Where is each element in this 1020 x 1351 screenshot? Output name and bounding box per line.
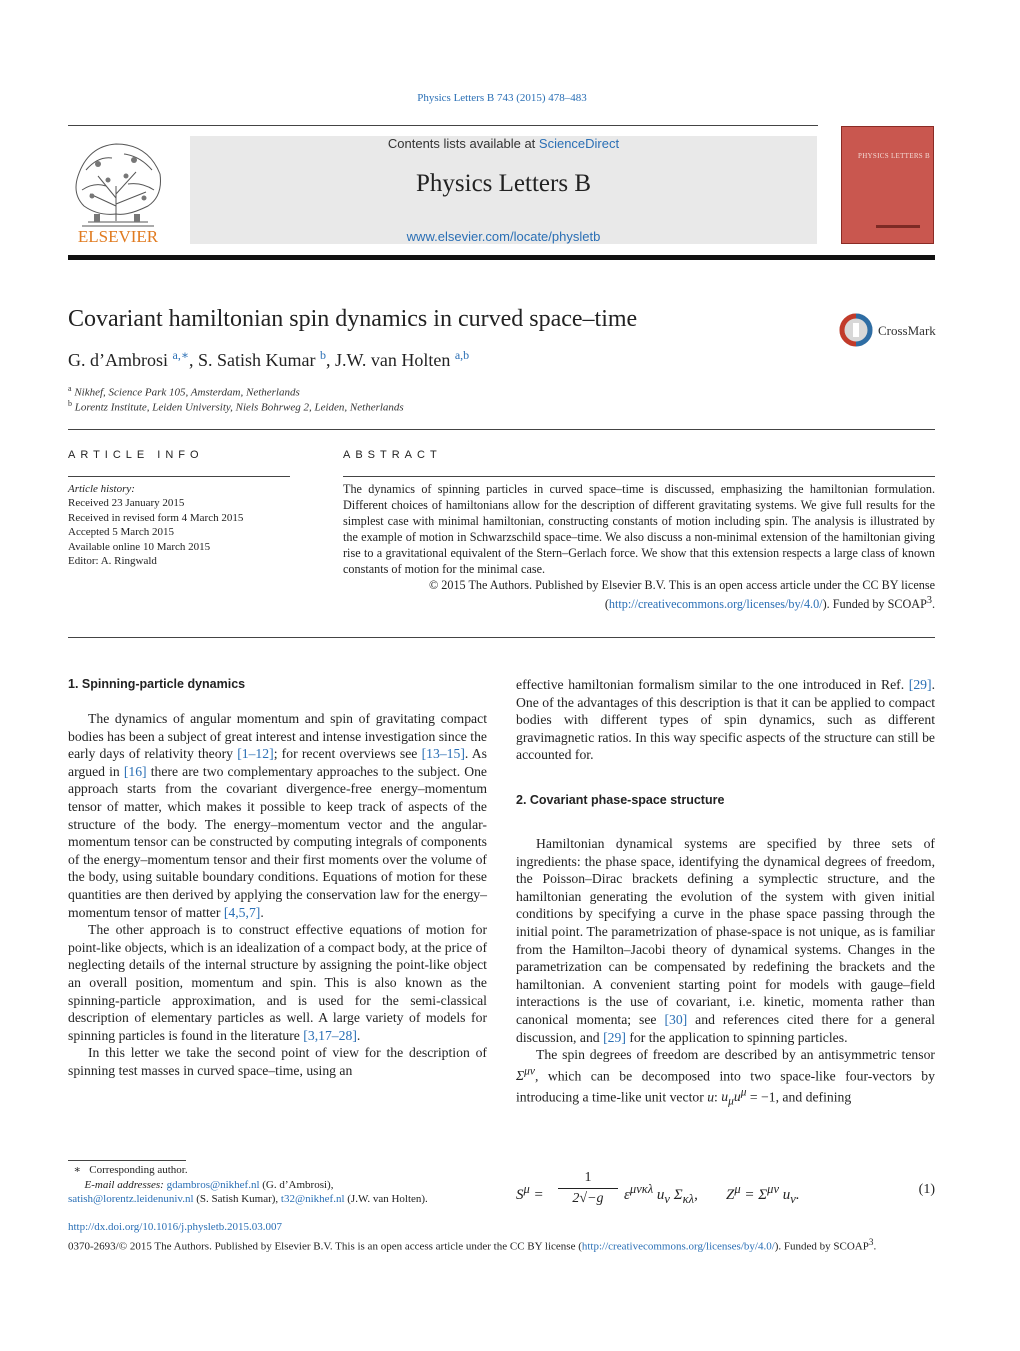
- header-rule: [68, 125, 818, 126]
- equation-fraction: [558, 1170, 618, 1207]
- article-title: Covariant hamiltonian spin dynamics in curved space–time: [68, 306, 638, 332]
- footnote-corresponding: [68, 1163, 498, 1178]
- journal-url-link[interactable]: www.elsevier.com/locate/physletb: [406, 229, 601, 244]
- author-affiliation-mark[interactable]: a,∗: [172, 348, 189, 362]
- abstract-copyright: © 2015 The Authors. Published by Elsevier B.V. This is an open access article under the CC BY license (http://creativecommons.org/licenses/by/4.0/). Funded by SCOAP$^3$.: [428, 578, 935, 612]
- text-run: The spin degrees of freedom are described by an antisymmetric tensor: [536, 1047, 935, 1063]
- fraction-bar: [558, 1188, 618, 1189]
- sciencedirect-link[interactable]: ScienceDirect: [538, 136, 620, 151]
- abstract-text: The dynamics of spinning particles in curved space–time is discussed, emphasizing the hamiltonian formulation. Different choices of hamiltonians allow for the description of different gravitating systems. We give full results for the simplest case with minimal hamiltonian, constructing constants of motion including spin. The analysis is illustrated by the example of motion in Schwarzschild space–time. We also discuss a non-minimal extension of the hamiltonian giving rise to a gravitational equivalent of the Stern–Gerlach force. We show that this extension respects a large class of known constants of motion for the minimal case.: [343, 482, 935, 576]
- text-run: , and defining: [775, 1089, 852, 1105]
- header-thick-rule: [68, 255, 935, 260]
- article-history: [68, 482, 298, 568]
- citation-link[interactable]: [1–12]: [237, 746, 274, 762]
- text-run: The dynamics of angular momentum and spin of gravitating compact bodies has been a subject of great interest and intense investigation since the early days of relativity theory: [68, 711, 487, 762]
- bottom-license: 0370-2693/© 2015 The Authors. Published by Elsevier B.V. This is an open access article under the CC BY license (http://creativecommons.org/licenses/by/4.0/). Funded by SCOAP$^3$.: [68, 1237, 877, 1253]
- symbol: u: [782, 1187, 791, 1203]
- text-run: , which can be decomposed into two space-like four-vectors by introducing a time-like unit vector: [516, 1068, 935, 1105]
- footnotes: [68, 1163, 498, 1207]
- abstract-body: [343, 481, 935, 612]
- right-column: [516, 835, 935, 1112]
- equation-number: (1): [918, 1182, 935, 1197]
- crossmark-badge[interactable]: [838, 311, 938, 351]
- text-run: Hamiltonian dynamical systems are specified by three sets of ingredients: the phase space, identifying the dynamical degrees of freedom, the Poisson–Dirac brackets defining a symplectic structure, and the hamiltonian generating the evolution of the system with given initial conditions by specifying a curve in the phase space passing through the initial point. The parametrization of phase-space is not unique, as is familiar from the Hamilton–Jacobi theory of dynamical systems. Changes in the parametrization can be compensated by redefining the brackets and the hamiltonian. A convenient starting point for models with gauge–field interactions is the use of covariant, i.e. kinetic, momenta rather than canonical momenta; see: [516, 836, 935, 1027]
- paragraph: The spin degrees of freedom are described by an antisymmetric tensor $\Sigma^{\mu\nu}$, which can be decomposed into two space-like four-vectors by introducing a time-like unit vector u: $u_\mu u^\mu = -1$, and defining: [516, 1047, 935, 1109]
- publisher-logo: [68, 136, 168, 246]
- text-run: . As argued in: [68, 746, 487, 779]
- numerator: 1: [584, 1170, 592, 1185]
- license-link[interactable]: http://creativecommons.org/licenses/by/4.0/: [608, 597, 823, 612]
- text-run: . One of the advantages of this description is that it can be applied to compact bodies with different types of spin dynamics, such as different gravimagnetic ratios. In this way specific aspects of the structure can still be accounted for.: [516, 677, 935, 763]
- author-separator: ,: [326, 350, 335, 370]
- license-text: ). Funded by SCOAP: [774, 1240, 869, 1253]
- footnote-text: Corresponding author.: [89, 1164, 188, 1176]
- text-run: and references cited there for a general discussion, and: [516, 1011, 935, 1045]
- copyright-text: © 2015 The Authors. Published by Elsevier B.V. This is an open access article under the CC BY license: [428, 578, 935, 592]
- text-run: In this letter we take the second point of view for the description of spinning test masses in curved space–time, using an: [68, 1045, 487, 1078]
- citation-link[interactable]: [29]: [603, 1029, 626, 1045]
- footnote-emails-2: [68, 1192, 498, 1207]
- symbol: Z: [726, 1187, 735, 1203]
- email-label: E-mail addresses:: [84, 1178, 164, 1191]
- paragraph: [516, 835, 935, 1046]
- equation-second: $Z^\mu = \Sigma^{\mu\nu}$ $u_\nu$.: [726, 1182, 800, 1206]
- affiliation-b: [68, 399, 404, 414]
- paragraph: The dynamics of angular momentum and spin of gravitating compact bodies has been a subject of great interest and intense investigation since the early days of relativity theory [1–12]; for recent overviews see [13–15]. As argued in [16] there are two complementary approaches to the subject. One approach starts from the covariant divergence-free energy–momentum tensor of matter, which makes it possible to keep track of aspects of the structure of the body. The energy–momentum vector and the angular-momentum tensor can be constructed by computing integrals of components of the energy–momentum tensor and their first moments over the volume of the body, using suitable boundary conditions. Equations of motion for these quantities are then derived by applying the conservation law for the energy–momentum tensor of matter [4,5,7].: [68, 711, 488, 920]
- right-column-continuation: [516, 676, 935, 764]
- author-affiliation-mark[interactable]: b: [320, 348, 326, 362]
- author-name: J.W. van Holten: [335, 350, 451, 370]
- text-run: there are two complementary approaches to the subject. One approach starts from the covariant divergence-free energy–momentum tensor of matter, which makes it possible to keep track of aspects of the structure of the body. The energy–momentum vector and the angular-momentum tensor can be constructed by computing integrals of components of the energy–momentum tensor and their first moments over the volume of the body, using suitable boundary conditions. Equations of motion for these quantities are then derived by applying the conservation law for the energy–momentum tensor of matter: [68, 763, 488, 920]
- history-line: Editor: A. Ringwald: [68, 555, 157, 568]
- denominator: 2√−g: [572, 1191, 604, 1206]
- section-1-heading: 1. Spinning-particle dynamics: [68, 677, 246, 691]
- affiliation-mark: b: [68, 399, 72, 408]
- symbol: ε: [624, 1187, 630, 1203]
- text-run: ; for recent overviews see: [273, 746, 422, 762]
- section-2-heading: 2. Covariant phase-space structure: [516, 793, 725, 807]
- symbol: u: [656, 1187, 665, 1203]
- author-list: [68, 348, 469, 371]
- crossmark-icon: [838, 311, 938, 351]
- equation-rhs: $\varepsilon^{\mu\nu\kappa\lambda}$ $u_\nu$ $\Sigma_{\kappa\lambda}$,: [624, 1182, 698, 1206]
- text-run: The other approach is to construct effective equations of motion for point-like objects, which is an idealization of a compact body, at the price of neglecting details of the internal structure by assigning the point-like object an overall position, momentum and spin. This is also known as the spinning-particle approximation, and is used for the semi-classical description of elementary particles as well. A large variety of models for spinning particles is found in the literature: [68, 922, 487, 1043]
- footnote-mark: ∗: [73, 1164, 81, 1176]
- equation-lhs: $S^\mu$ =: [516, 1182, 544, 1203]
- license-link[interactable]: http://creativecommons.org/licenses/by/4.0/: [581, 1240, 775, 1253]
- article-info-heading: ARTICLE INFO: [68, 449, 204, 461]
- email-link[interactable]: gdambros@nikhef.nl: [166, 1178, 260, 1191]
- cover-publisher-mark: [876, 225, 920, 228]
- contents-prefix: Contents lists available at: [387, 136, 539, 151]
- journal-title: Physics Letters B: [416, 170, 591, 197]
- citation-link[interactable]: [16]: [123, 763, 147, 779]
- left-column: [68, 710, 487, 1079]
- affiliation-text: Nikhef, Science Park 105, Amsterdam, Netherlands: [74, 386, 300, 399]
- citation-link[interactable]: [29]: [908, 677, 932, 692]
- journal-reference[interactable]: Physics Letters B 743 (2015) 478–483: [417, 92, 587, 104]
- divider: [68, 429, 935, 430]
- citation-link[interactable]: [30]: [664, 1011, 688, 1027]
- citation-link[interactable]: [4,5,7]: [223, 904, 261, 920]
- contents-line: [190, 136, 817, 151]
- history-line: Available online 10 March 2015: [68, 540, 211, 553]
- footnote-emails: [68, 1178, 498, 1193]
- symbol: = Σ: [744, 1187, 768, 1203]
- affiliation-text: Lorentz Institute, Leiden University, Niels Bohrweg 2, Leiden, Netherlands: [74, 401, 404, 414]
- citation-link[interactable]: [13–15]: [421, 746, 465, 762]
- email-owner: (S. Satish Kumar),: [193, 1193, 281, 1205]
- paragraph: [516, 676, 935, 764]
- author-separator: ,: [188, 350, 198, 370]
- email-link[interactable]: satish@lorentz.leidenuniv.nl: [68, 1193, 194, 1205]
- affiliation-mark: a: [68, 384, 72, 393]
- email-link[interactable]: t32@nikhef.nl: [280, 1193, 345, 1205]
- divider: [343, 476, 935, 477]
- history-line: Received in revised form 4 March 2015: [68, 511, 244, 524]
- cover-title: PHYSICS LETTERS B: [858, 152, 930, 160]
- divider: [68, 476, 290, 477]
- author-name: S. Satish Kumar: [197, 350, 316, 370]
- equation-1: [516, 1170, 935, 1218]
- elsevier-tree-icon: [68, 136, 168, 246]
- abstract-heading: ABSTRACT: [343, 449, 442, 461]
- history-line: Received 23 January 2015: [68, 497, 185, 510]
- symbol: S: [516, 1187, 524, 1203]
- author-name: G. d’Ambrosi: [68, 350, 168, 370]
- funded-text: ). Funded by SCOAP: [822, 597, 927, 612]
- paragraph: [68, 1044, 487, 1079]
- author-affiliation-mark[interactable]: a,b: [454, 348, 470, 362]
- paragraph: The other approach is to construct effective equations of motion for point-like objects, which is an idealization of a compact body, at the price of neglecting details of the internal structure by assigning the point-like object an overall position, momentum and spin. This is also known as the spinning-particle approximation, and is used for the semi-classical description of elementary particles as well. A large variety of models for spinning particles is found in the literature [3,17–28].: [68, 922, 487, 1043]
- crossmark-label: CrossMark: [878, 323, 936, 338]
- publisher-logo-text: ELSEVIER: [77, 227, 159, 246]
- email-owner: (G. d’Ambrosi),: [259, 1178, 334, 1191]
- history-line: Accepted 5 March 2015: [68, 526, 174, 539]
- email-owner: (J.W. van Holten).: [344, 1193, 428, 1205]
- text-run: for the application to spinning particles.: [625, 1029, 848, 1045]
- text-run: effective hamiltonian formalism similar to the one introduced in Ref.: [516, 677, 909, 692]
- license-text: 0370-2693/© 2015 The Authors. Published by Elsevier B.V. This is an open access article under the CC BY license (: [68, 1240, 582, 1253]
- citation-link[interactable]: [3,17–28]: [303, 1027, 357, 1043]
- history-label: Article history:: [68, 483, 135, 495]
- affiliation-a: [68, 384, 300, 399]
- doi-link[interactable]: http://dx.doi.org/10.1016/j.physletb.2015.03.007: [68, 1221, 282, 1233]
- divider: [68, 637, 935, 638]
- footnote-rule: [68, 1160, 186, 1161]
